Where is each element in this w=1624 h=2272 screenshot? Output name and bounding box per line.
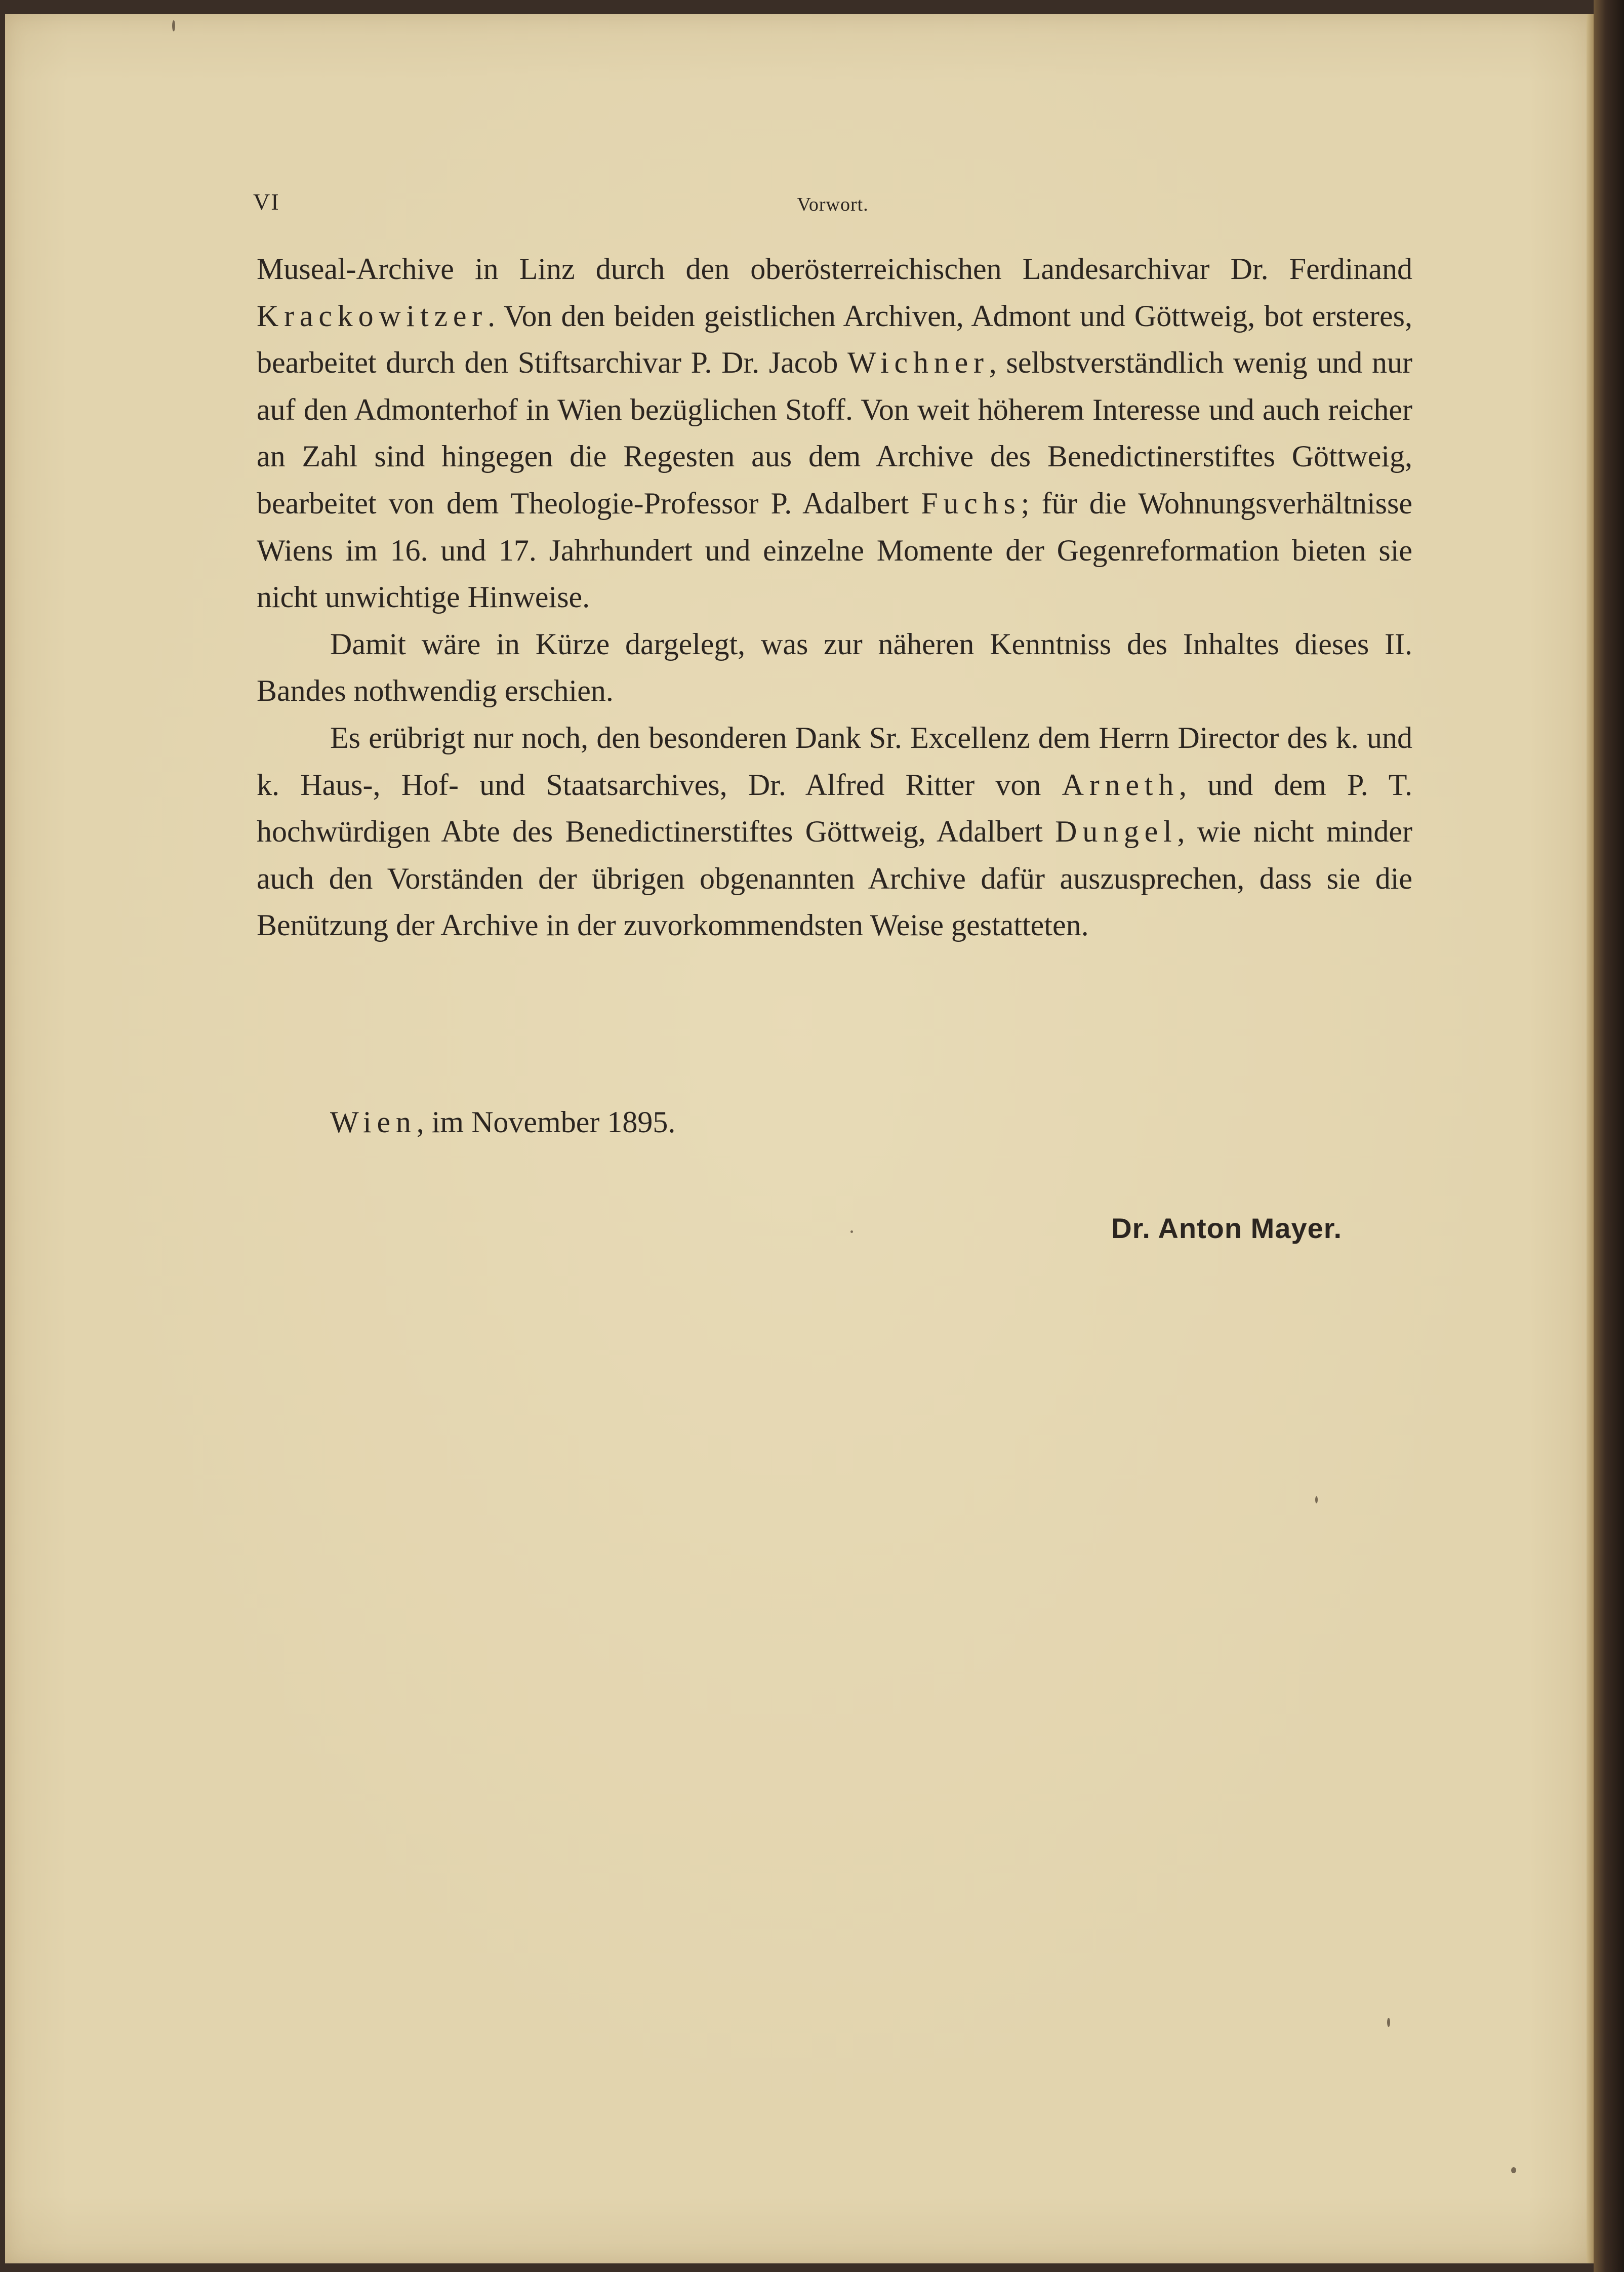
paragraph-text: ; für die Wohnungsverhältnisse Wiens im 16. und 17. Jahrhundert und einzelne Momente der Gegenreformation bieten sie nicht unwichtige Hinweise. <box>257 486 1412 614</box>
book-binding <box>1594 0 1624 2272</box>
name-spaced: Krackowitzer <box>257 299 488 333</box>
name-spaced: Arneth <box>1062 768 1180 802</box>
name-spaced: Wichner <box>847 346 989 380</box>
paper-speck <box>850 1230 853 1233</box>
paper-speck <box>1315 1496 1318 1503</box>
page-edge <box>1587 14 1594 2263</box>
body-text <box>257 246 1412 949</box>
paragraph-text: . Von den beiden geistlichen Archiven, Admont und Göttweig, bot ersteres, bearbeitet durch den Stiftsarchivar P. Dr. Jacob <box>257 299 1412 380</box>
paragraph-thanks <box>257 714 1412 949</box>
paragraph-text: , wie nicht minder auch den Vorständen der übrigen obgenannten Archive dafür auszusprechen, dass sie die Benützung der Archive in der zuvorkommendsten Weise gestatteten. <box>257 815 1412 942</box>
paper-speck <box>1511 2167 1516 2173</box>
running-title: Vorwort. <box>797 194 869 215</box>
page-header <box>253 188 1412 224</box>
name-spaced: Dungel <box>1055 815 1178 849</box>
paragraph-text: Museal-Archive in Linz durch den oberösterreichischen Landesarchivar Dr. Ferdinand <box>257 252 1412 286</box>
dateline-place: Wien <box>330 1105 417 1139</box>
paper-speck <box>1387 2018 1390 2027</box>
paragraph-archives <box>257 246 1412 621</box>
name-spaced: Fuchs <box>921 486 1021 520</box>
paragraph-text: , selbstverständlich wenig und nur auf den Admonterhof in Wien bezüglichen Stoff. Von weit höherem Interesse und auch reicher an Zahl sind hingegen die Regesten aus dem Archive des Benedictinerstiftes Göttweig, bearbeitet von dem Theologie-Professor P. Adalbert <box>257 346 1413 520</box>
page-number: VI <box>253 189 280 215</box>
paragraph-summary: Damit wäre in Kürze dargelegt, was zur näheren Kenntniss des Inhaltes dieses II. Bandes nothwendig erschien. <box>257 627 1412 708</box>
paragraph-text: Es erübrigt nur noch, den besonderen Dank Sr. Excellenz dem Herrn Director des k. und k. Haus-, Hof- und Staatsarchives, Dr. Alfred Ritter von <box>257 721 1412 802</box>
dateline <box>330 1099 675 1145</box>
paper-speck <box>172 20 175 31</box>
author-signature: Dr. Anton Mayer. <box>1111 1212 1342 1244</box>
dateline-date: , im November 1895. <box>416 1105 676 1139</box>
paragraph-text: , und dem P. T. hochwürdigen Abte des Benedictinerstiftes Göttweig, Adalbert <box>257 768 1413 849</box>
